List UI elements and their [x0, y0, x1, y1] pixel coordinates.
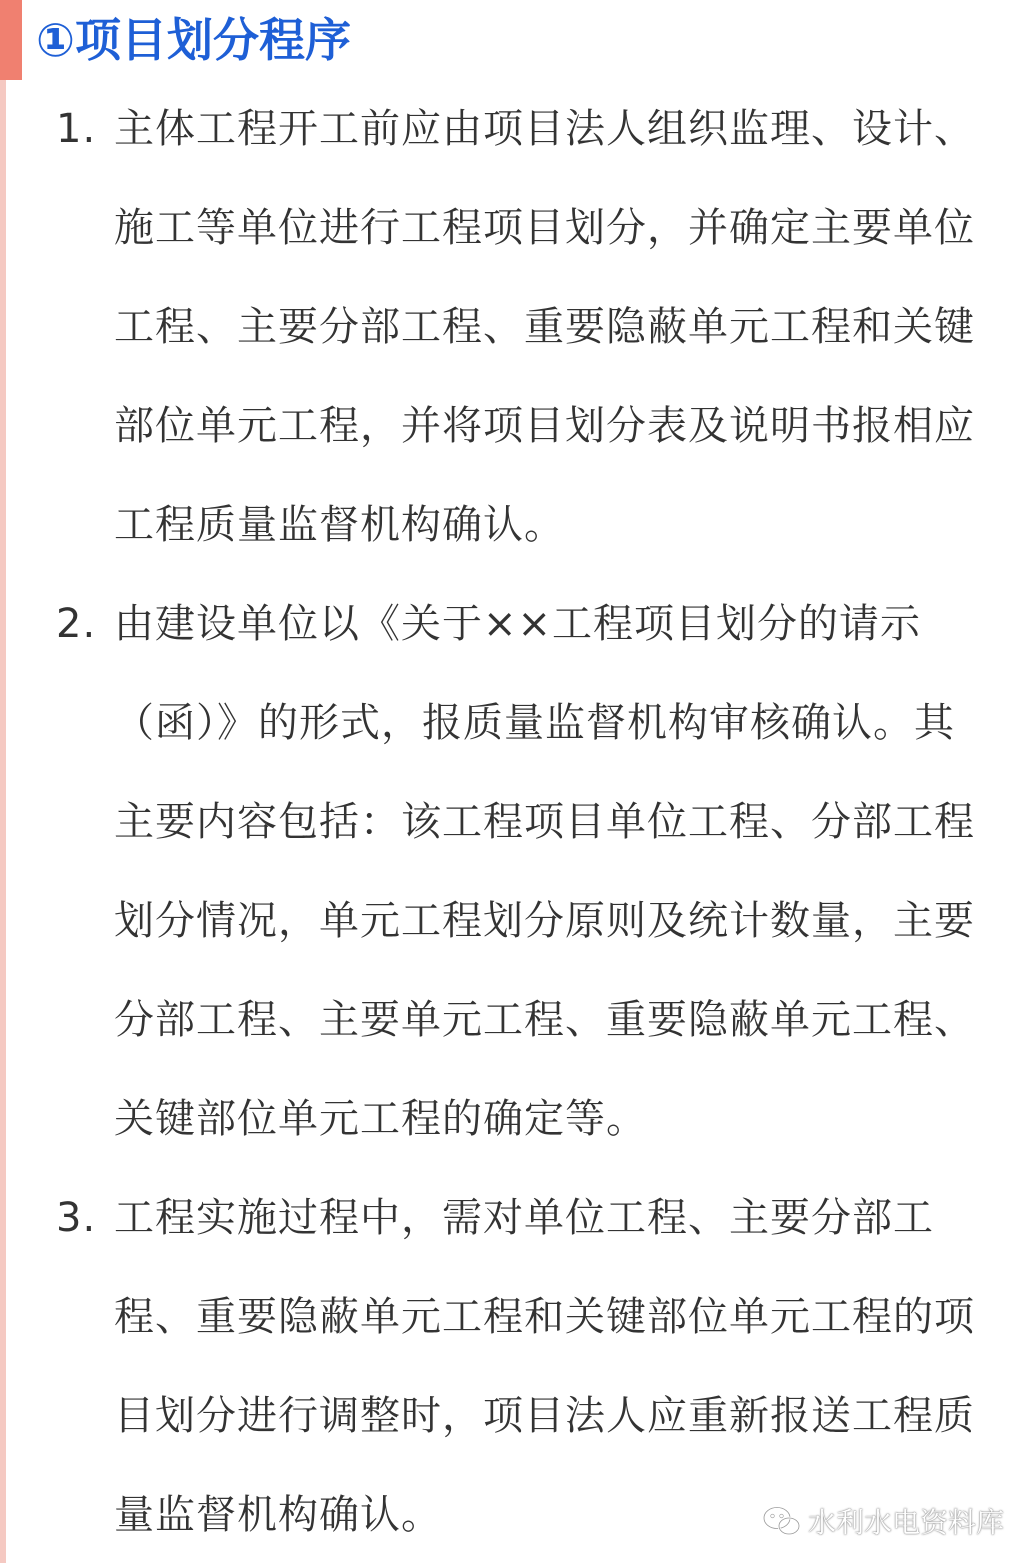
procedure-list: [0, 80, 1036, 1565]
watermark: [762, 1501, 1004, 1541]
list-item-2: [0, 575, 1036, 1169]
wechat-icon: [762, 1505, 802, 1537]
list-item-text: 由建设单位以《关于××工程项目划分的请示（函）》的形式，报质量监督机构审核确认。其主要内容包括：该工程项目单位工程、分部工程划分情况，单元工程划分原则及统计数量，主要分部工程、主要单元工程、重要隐蔽单元工程、关键部位单元工程的确定等。: [114, 601, 975, 1142]
watermark-text: 水利水电资料库: [807, 1506, 1004, 1539]
list-item-number: 3.: [56, 1195, 97, 1241]
heading-accent-bar: [0, 0, 22, 80]
list-item-number: 2.: [56, 601, 97, 647]
list-item-number: 1.: [56, 106, 97, 152]
list-item-text: 主体工程开工前应由项目法人组织监理、设计、施工等单位进行工程项目划分，并确定主要单位工程、主要分部工程、重要隐蔽单元工程和关键部位单元工程，并将项目划分表及说明书报相应工程质量监督机构确认。: [114, 106, 975, 548]
list-item-text: 工程实施过程中，需对单位工程、主要分部工程、重要隐蔽单元工程和关键部位单元工程的项目划分进行调整时，项目法人应重新报送工程质量监督机构确认。: [114, 1195, 975, 1538]
list-item-1: [0, 80, 1036, 575]
section-title: ①项目划分程序: [36, 13, 351, 67]
